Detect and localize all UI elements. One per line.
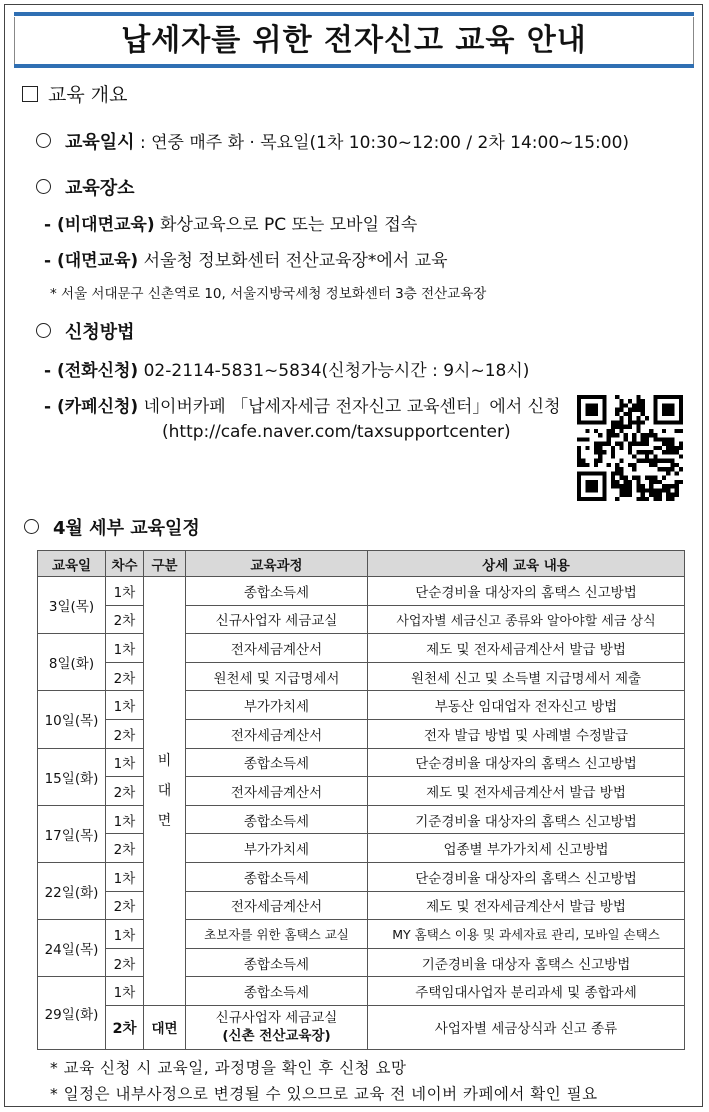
- detail-cell: 단순경비율 대상자의 홈택스 신고방법: [368, 577, 685, 606]
- cafe-label: - (카페신청): [44, 397, 139, 417]
- overview-heading: [22, 80, 127, 107]
- course-cell: 종합소득세: [186, 748, 368, 777]
- online-type-char: 비: [157, 752, 172, 769]
- table-row: [38, 834, 685, 863]
- place-online: [44, 210, 417, 235]
- session-cell: 2차: [106, 662, 144, 691]
- schedule-line: [36, 128, 629, 154]
- detail-cell: 주택임대사업자 분리과세 및 종합과세: [368, 977, 685, 1006]
- course-cell: 원천세 및 지급명세서: [186, 662, 368, 691]
- session-cell: 1차: [106, 920, 144, 949]
- cafe-url-link[interactable]: (http://cafe.naver.com/taxsupportcenter): [162, 422, 511, 442]
- top-accent-bar: [14, 12, 694, 16]
- header-course: 교육과정: [186, 551, 368, 577]
- detail-cell: 제도 및 전자세금계산서 발급 방법: [368, 634, 685, 663]
- date-cell: 3일(목): [38, 577, 106, 634]
- date-cell: 15일(화): [38, 748, 106, 805]
- schedule-table: [37, 550, 685, 1050]
- table-row: [38, 577, 685, 606]
- square-bullet-icon: [22, 86, 38, 102]
- session-cell: 2차: [106, 777, 144, 806]
- session-cell: 1차: [106, 634, 144, 663]
- april-heading: [24, 514, 200, 540]
- date-cell: 24일(목): [38, 920, 106, 977]
- date-cell: 22일(화): [38, 862, 106, 919]
- detail-cell: MY 홈택스 이용 및 과세자료 관리, 모바일 손택스: [368, 920, 685, 949]
- place-label: 교육장소: [65, 178, 135, 199]
- header-detail: 상세 교육 내용: [368, 551, 685, 577]
- online-text: 화상교육으로 PC 또는 모바일 접속: [154, 215, 418, 235]
- date-cell: 29일(화): [38, 977, 106, 1050]
- session-cell: 2차: [106, 834, 144, 863]
- online-type-char: 면: [157, 812, 172, 829]
- circle-bullet-icon: [36, 133, 51, 148]
- session-cell: 1차: [106, 805, 144, 834]
- header-session: 차수: [106, 551, 144, 577]
- session-cell: 2차: [106, 605, 144, 634]
- table-row: [38, 719, 685, 748]
- footnote: * 교육 신청 시 교육일, 과정명을 확인 후 신청 요망: [50, 1059, 407, 1077]
- footnote: * 일정은 내부사정으로 변경될 수 있으므로 교육 전 네이버 카페에서 확인 필요: [50, 1085, 598, 1103]
- session-cell: 2차: [106, 719, 144, 748]
- course-cell: 전자세금계산서: [186, 634, 368, 663]
- offline-text: 서울청 정보화센터 전산교육장*에서 교육: [138, 251, 448, 271]
- offline-label: - (대면교육): [44, 251, 139, 271]
- online-label: - (비대면교육): [44, 215, 155, 235]
- detail-cell: 제도 및 전자세금계산서 발급 방법: [368, 891, 685, 920]
- bottom-accent-bar: [14, 64, 694, 68]
- phone-label: - (전화신청): [44, 361, 139, 381]
- course-cell: 종합소득세: [186, 948, 368, 977]
- course-cell: 전자세금계산서: [186, 891, 368, 920]
- schedule-text: : 연중 매주 화 · 목요일(1차 10:30~12:00 / 2차 14:00~15:00): [134, 133, 630, 153]
- session-cell: 2차: [106, 891, 144, 920]
- table-header-row: [38, 551, 685, 577]
- circle-bullet-icon: [36, 323, 51, 338]
- course-line: 신규사업자 세금교실: [215, 1010, 338, 1027]
- table-row: [38, 977, 685, 1006]
- offline-type-cell: 대면: [144, 1005, 186, 1049]
- apply-cafe: [44, 392, 561, 417]
- table-row: [38, 1005, 685, 1049]
- table-row: [38, 891, 685, 920]
- date-cell: 10일(목): [38, 691, 106, 748]
- table-row: [38, 662, 685, 691]
- april-heading-text: 4월 세부 교육일정: [53, 518, 200, 539]
- apply-label: 신청방법: [65, 322, 135, 343]
- table-row: [38, 862, 685, 891]
- detail-cell: 기준경비율 대상자의 홈택스 신고방법: [368, 805, 685, 834]
- circle-bullet-icon: [36, 179, 51, 194]
- apply-phone: [44, 356, 529, 381]
- detail-cell: 제도 및 전자세금계산서 발급 방법: [368, 777, 685, 806]
- date-cell: 8일(화): [38, 634, 106, 691]
- session-cell: 1차: [106, 977, 144, 1006]
- place-heading: [36, 174, 135, 200]
- session-cell: 1차: [106, 748, 144, 777]
- course-cell: 신규사업자 세금교실: [186, 605, 368, 634]
- table-row: [38, 777, 685, 806]
- course-cell: 종합소득세: [186, 977, 368, 1006]
- course-cell: 초보자를 위한 홈택스 교실: [186, 920, 368, 949]
- table-row: [38, 748, 685, 777]
- detail-cell: 원천세 신고 및 소득별 지급명세서 제출: [368, 662, 685, 691]
- schedule-label: 교육일시: [65, 132, 135, 153]
- detail-cell: 단순경비율 대상자의 홈택스 신고방법: [368, 748, 685, 777]
- detail-cell: 사업자별 세금신고 종류와 알아야할 세금 상식: [368, 605, 685, 634]
- online-type-cell: [144, 577, 186, 1006]
- session-cell: 1차: [106, 691, 144, 720]
- detail-cell: 전자 발급 방법 및 사례별 수정발급: [368, 719, 685, 748]
- course-cell: 종합소득세: [186, 577, 368, 606]
- course-cell: 종합소득세: [186, 805, 368, 834]
- place-offline: [44, 246, 448, 271]
- date-cell: 17일(목): [38, 805, 106, 862]
- detail-cell: 업종별 부가가치세 신고방법: [368, 834, 685, 863]
- table-row: [38, 605, 685, 634]
- course-cell: [186, 1005, 368, 1049]
- place-note: * 서울 서대문구 신촌역로 10, 서울지방국세청 정보화센터 3층 전산교육장: [50, 286, 487, 302]
- session-cell: 2차: [106, 1005, 144, 1049]
- table-row: [38, 948, 685, 977]
- session-cell: 1차: [106, 577, 144, 606]
- detail-cell: 단순경비율 대상자의 홈택스 신고방법: [368, 862, 685, 891]
- course-cell: 전자세금계산서: [186, 719, 368, 748]
- page-title: 납세자를 위한 전자신고 교육 안내: [14, 17, 694, 65]
- apply-heading: [36, 318, 135, 344]
- online-type-char: 대: [157, 782, 172, 799]
- overview-heading-text: 교육 개요: [48, 84, 128, 106]
- circle-bullet-icon: [24, 519, 39, 534]
- header-type: 구분: [144, 551, 186, 577]
- course-cell: 부가가치세: [186, 834, 368, 863]
- detail-cell: 부동산 임대업자 전자신고 방법: [368, 691, 685, 720]
- table-row: [38, 691, 685, 720]
- detail-cell: 사업자별 세금상식과 신고 종류: [368, 1005, 685, 1049]
- qr-code-icon[interactable]: [577, 395, 683, 501]
- course-cell: 전자세금계산서: [186, 777, 368, 806]
- table-row: [38, 805, 685, 834]
- header-date: 교육일: [38, 551, 106, 577]
- table-row: [38, 634, 685, 663]
- table-row: [38, 920, 685, 949]
- phone-text: 02-2114-5831~5834(신청가능시간 : 9시~18시): [138, 361, 530, 381]
- session-cell: 1차: [106, 862, 144, 891]
- course-cell: 부가가치세: [186, 691, 368, 720]
- course-cell: 종합소득세: [186, 862, 368, 891]
- session-cell: 2차: [106, 948, 144, 977]
- course-location: (신촌 전산교육장): [222, 1028, 331, 1045]
- cafe-text: 네이버카페 「납세자세금 전자신고 교육센터」에서 신청: [138, 397, 561, 417]
- detail-cell: 기준경비율 대상자 홈택스 신고방법: [368, 948, 685, 977]
